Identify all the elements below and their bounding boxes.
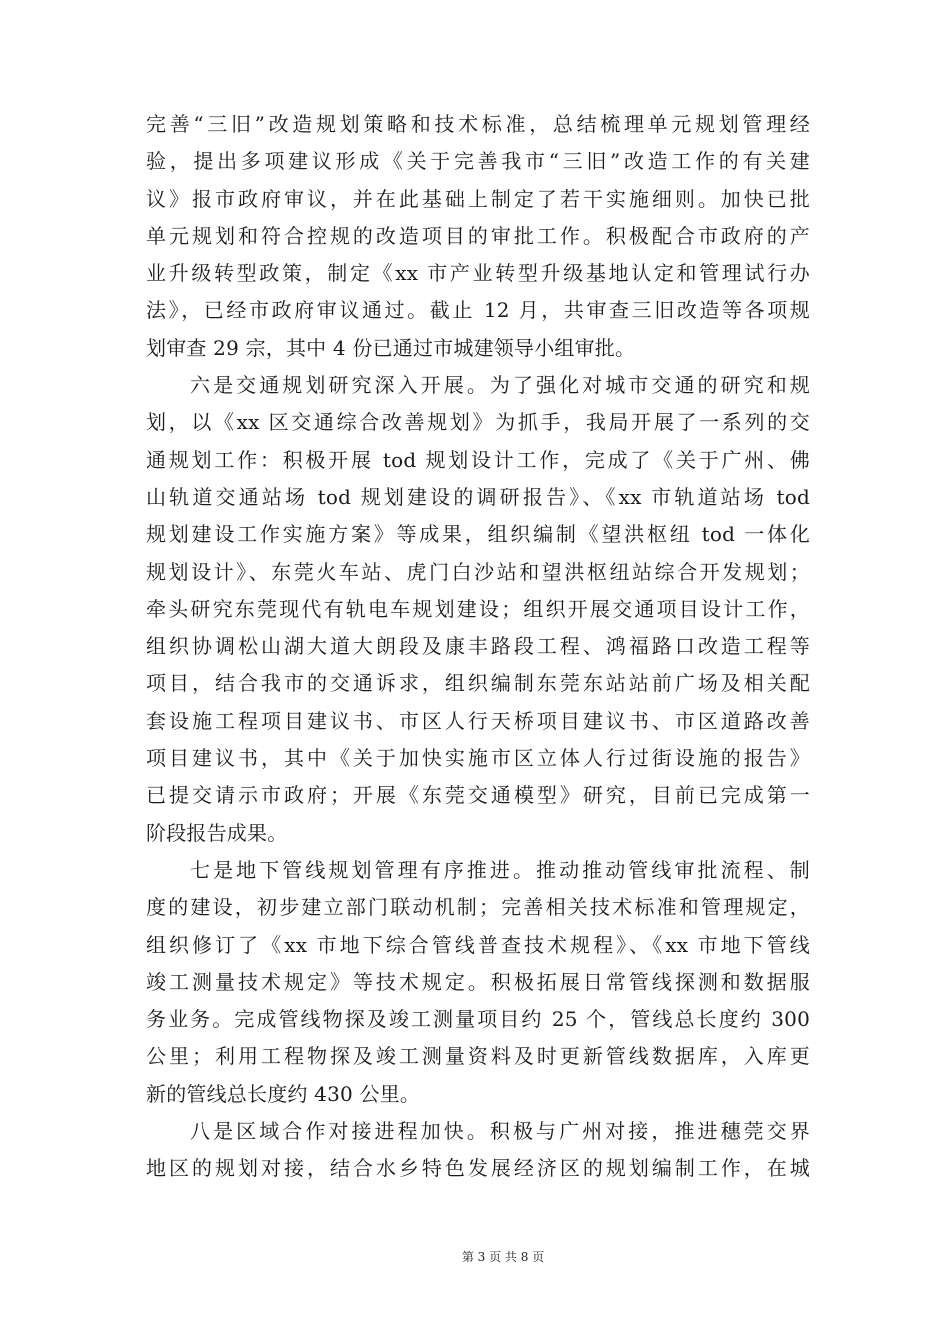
text-line: 新的管线总长度约 430 公里。	[146, 1081, 421, 1106]
text-line: 单元规划和符合控规的改造项目的审批工作。积极配合市政府的产	[146, 223, 810, 248]
text-line: 山轨道交通站场 tod 规划建设的调研报告》、《xx 市轨道站场 tod	[146, 484, 810, 509]
text-line: 务业务。完成管线物探及竣工测量项目约 25 个，管线总长度约 300	[146, 1007, 810, 1032]
text-line: 验，提出多项建议形成《关于完善我市“三旧”改造工作的有关建	[146, 149, 810, 174]
text-line: 项目，结合我市的交通诉求，组织编制东莞东站站前广场及相关配	[146, 671, 810, 696]
text-line: 公里；利用工程物探及竣工测量资料及时更新管线数据库，入库更	[146, 1044, 810, 1069]
text-line: 阶段报告成果。	[146, 820, 288, 845]
text-line: 度的建设，初步建立部门联动机制；完善相关技术标准和管理规定，	[146, 895, 810, 920]
text-line: 法》，已经市政府审议通过。截止 12 月，共审查三旧改造等各项规	[146, 298, 810, 323]
text-line: 牵头研究东莞现代有轨电车规划建设；组织开展交通项目设计工作，	[146, 596, 810, 621]
text-line: 规划设计》、东莞火车站、虎门白沙站和望洪枢纽站综合开发规划；	[146, 559, 810, 584]
text-line: 项目建议书，其中《关于加快实施市区立体人行过街设施的报告》	[146, 746, 810, 771]
text-line: 已提交请示市政府；开展《东莞交通模型》研究，目前已完成第一	[146, 783, 810, 808]
text-line: 通规划工作：积极开展 tod 规划设计工作，完成了《关于广州、佛	[146, 447, 810, 472]
text-line: 六是交通规划研究深入开展。为了强化对城市交通的研究和规	[190, 373, 810, 398]
body-text	[146, 106, 810, 1188]
text-line: 套设施工程项目建议书、市区人行天桥项目建议书、市区道路改善	[146, 708, 810, 733]
text-line: 组织修订了《xx 市地下综合管线普查技术规程》、《xx 市地下管线	[146, 932, 810, 957]
text-line: 八是区域合作对接进程加快。积极与广州对接，推进穗莞交界	[190, 1119, 810, 1144]
text-line: 议》报市政府审议，并在此基础上制定了若干实施细则。加快已批	[146, 186, 810, 211]
page-number-label: 第 3 页 共 8 页	[461, 1250, 545, 1264]
text-line: 竣工测量技术规定》等技术规定。积极拓展日常管线探测和数据服	[146, 969, 810, 994]
text-line: 地区的规划对接，结合水乡特色发展经济区的规划编制工作，在城	[146, 1156, 810, 1181]
text-line: 完善“三旧”改造规划策略和技术标准，总结梳理单元规划管理经	[146, 112, 810, 136]
text-line: 组织协调松山湖大道大朗段及康丰路段工程、鸿福路口改造工程等	[146, 634, 810, 659]
text-line: 划，以《xx 区交通综合改善规划》为抓手，我局开展了一系列的交	[146, 410, 810, 435]
text-line: 规划建设工作实施方案》等成果，组织编制《望洪枢纽 tod 一体化	[146, 522, 810, 547]
text-line: 划审查 29 宗，其中 4 份已通过市城建领导小组审批。	[146, 335, 636, 360]
text-line: 业升级转型政策，制定《xx 市产业转型升级基地认定和管理试行办	[146, 261, 810, 286]
page-footer	[0, 1248, 950, 1265]
text-line: 七是地下管线规划管理有序推进。推动推动管线审批流程、制	[190, 857, 810, 882]
